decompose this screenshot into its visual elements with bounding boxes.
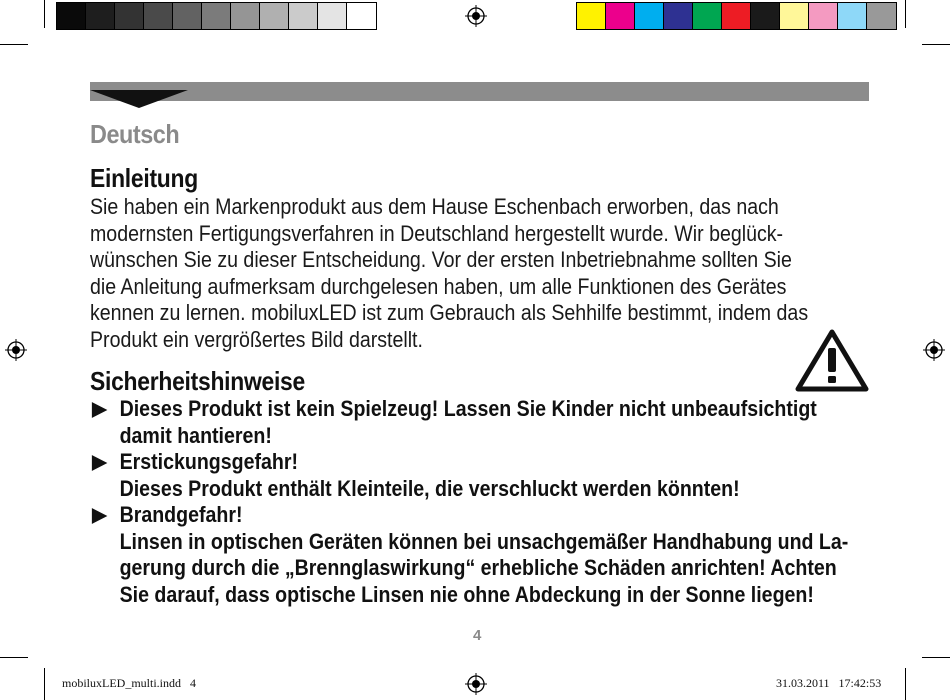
bullet-arrow-icon	[92, 402, 108, 418]
section-banner	[90, 82, 869, 101]
intro-line: Sie haben ein Markenprodukt aus dem Hause Eschenbach erworben, das nach	[90, 194, 779, 219]
intro-heading: Einleitung	[90, 163, 198, 193]
crop-mark-bottom-right-h	[922, 657, 950, 658]
crop-mark-top-right-v	[905, 0, 906, 28]
color-swatch	[838, 3, 867, 29]
color-swatch	[606, 3, 635, 29]
color-swatch	[318, 3, 347, 29]
color-swatch	[86, 3, 115, 29]
color-swatch	[260, 3, 289, 29]
color-swatch	[722, 3, 751, 29]
color-swatch	[144, 3, 173, 29]
color-swatch	[289, 3, 318, 29]
bullet-arrow-icon	[92, 508, 108, 524]
color-swatch	[635, 3, 664, 29]
crop-mark-top-left-v	[44, 0, 45, 28]
color-swatch	[57, 3, 86, 29]
footer-filename: mobiluxLED_multi.indd 4	[62, 676, 196, 690]
color-swatch	[693, 3, 722, 29]
safety-item: Dieses Produkt ist kein Spielzeug! Lassen Sie Kinder nicht unbeaufsichtigt damit hantieren!	[90, 396, 873, 449]
crop-mark-bottom-left-v	[44, 668, 45, 700]
grayscale-color-bar	[56, 2, 377, 30]
warning-triangle-icon	[795, 328, 869, 392]
safety-list	[90, 396, 873, 608]
intro-line: die Anleitung aufmerksam durchgelesen haben, um alle Funktionen des Gerätes	[90, 273, 787, 299]
color-swatch	[867, 3, 896, 29]
crop-mark-bottom-left-h	[0, 657, 28, 658]
page-number: 4	[473, 627, 482, 644]
color-swatch	[751, 3, 780, 29]
color-swatch	[173, 3, 202, 29]
color-swatch	[202, 3, 231, 29]
language-heading: Deutsch	[90, 119, 180, 149]
banner-triangle-icon	[90, 90, 188, 110]
registration-mark-right-icon	[923, 339, 945, 361]
registration-mark-top-icon	[465, 5, 487, 27]
color-swatch	[664, 3, 693, 29]
intro-paragraph	[90, 194, 838, 353]
process-color-bar	[576, 2, 897, 30]
crop-mark-top-left-h	[0, 44, 28, 45]
registration-mark-left-icon	[5, 339, 27, 361]
crop-mark-top-right-h	[922, 44, 950, 45]
color-swatch	[577, 3, 606, 29]
intro-line: wünschen Sie zu dieser Entscheidung. Vor der ersten Inbetriebnahme sollten Sie	[90, 247, 792, 272]
color-swatch	[780, 3, 809, 29]
color-swatch	[347, 3, 376, 29]
color-swatch	[809, 3, 838, 29]
intro-line: Produkt ein vergrößertes Bild darstellt.	[90, 326, 423, 352]
registration-mark-bottom-icon	[465, 673, 487, 695]
bullet-arrow-icon	[92, 455, 108, 471]
safety-item: Brandgefahr! Linsen in optischen Geräten können bei unsachgemäßer Handhabung und La- gerung durch die „Brennglaswirkung“ erhebliche Schäden anrichten! Achten Sie darauf, dass optische Linsen nie ohne Abdeckung in der Sonne liegen!	[90, 502, 873, 608]
safety-item: Erstickungsgefahr! Dieses Produkt enthält Kleinteile, die verschluckt werden könnten!	[90, 449, 873, 502]
color-swatch	[115, 3, 144, 29]
intro-line: modernsten Fertigungsverfahren in Deutschland hergestellt wurde. Wir beglück-	[90, 220, 784, 246]
intro-line: kennen zu lernen. mobiluxLED ist zum Gebrauch als Sehhilfe bestimmt, indem das	[90, 300, 809, 325]
safety-heading: Sicherheitshinweise	[90, 366, 305, 396]
crop-mark-bottom-right-v	[905, 668, 906, 700]
color-swatch	[231, 3, 260, 29]
footer-datetime: 31.03.2011 17:42:53	[776, 676, 882, 690]
